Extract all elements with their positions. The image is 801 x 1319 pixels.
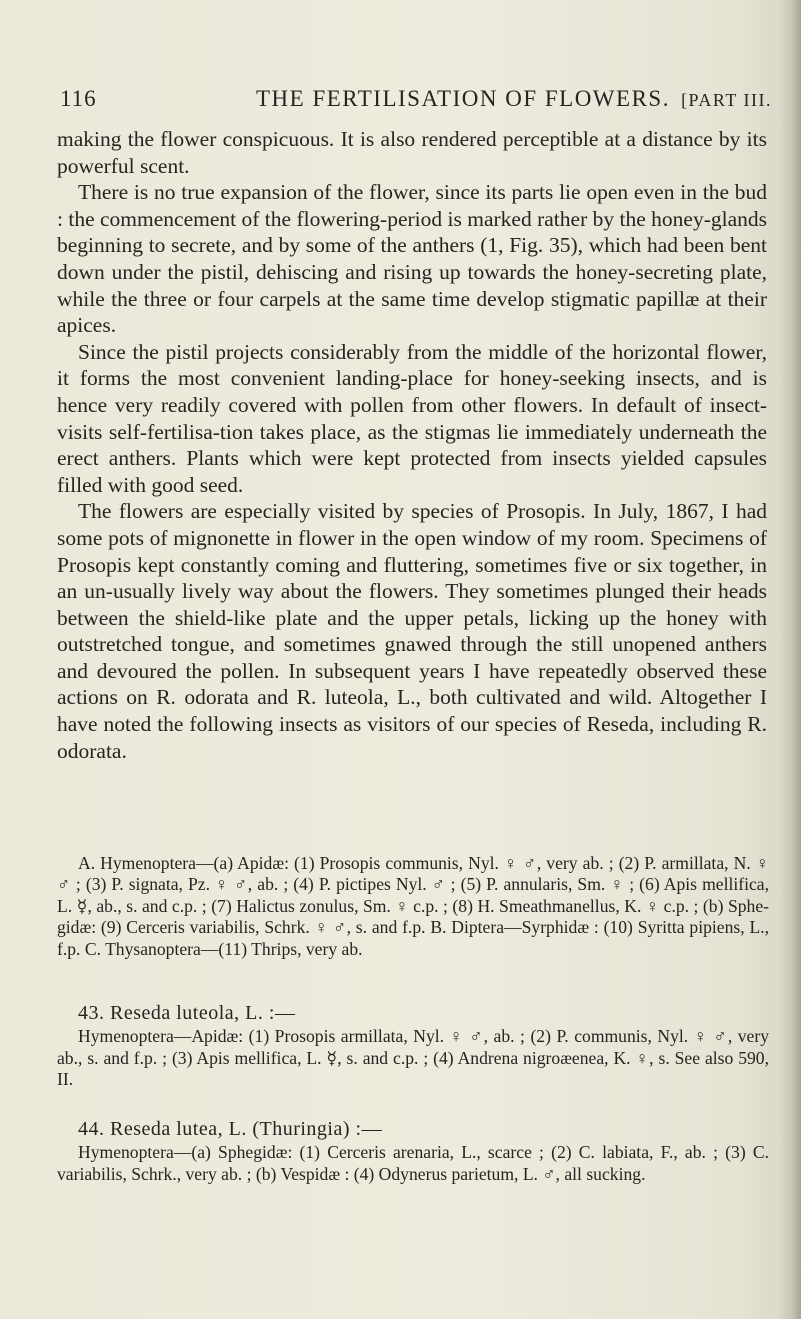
part-label: [PART III. [681,90,772,110]
page-number: 116 [60,86,97,111]
section-44-heading: 44. Reseda lutea, L. (Thuringia) :— [78,1118,383,1140]
main-text [57,126,767,764]
page-edge-shadow [779,0,801,1319]
paragraph-1: making the flower conspicuous. It is also rendered perceptible at a distance by its powerful scent. [57,127,767,178]
paragraph-3: Since the pistil projects considerably from the middle of the horizontal flower, it forms the most convenient landing-place for honey-seeking insects, and is hence very readily covered with pollen from other flowers. In default of insect-visits self-fertilisa-tion takes place, as the stigmas lie immediately underneath the erect anthers. Plants which were kept protected from insects yielded capsules filled with good seed. [57,339,767,497]
section-44-text: Hymenoptera—(a) Sphegidæ: (1) Cerceris arenaria, L., scarce ; (2) C. labiata, F., ab. ; (3) C. variabilis, Schrk., very ab. ; (b) Vespidæ : (4) Odynerus parietum, L. ♂, all sucking. [57,1142,769,1184]
running-header [60,84,772,120]
paragraph-4: The flowers are especially visited by species of Prosopis. In July, 1867, I had some pots of mignonette in flower in the open window of my room. Specimens of Prosopis kept constantly coming and fluttering, sometimes five or six together, in an un-usually lively way about the flowers. They sometimes plunged their heads between the shield-like plate and the upper petals, licking up the honey with outstretched tongue, and sometimes gnawed through the still unopened anthers and devoured the pollen. In subsequent years I have repeatedly observed these actions on R. odorata and R. luteola, L., both cultivated and wild. Altogether I have noted the following insects as visitors of our species of Reseda, including R. odorata. [57,499,767,763]
paragraph-2: There is no true expansion of the flower, since its parts lie open even in the bud : the commencement of the flowering-period is marked rather by the honey-glands beginning to secrete, and by some of the anthers (1, Fig. 35), which had been bent down under the pistil, dehiscing and rising up towards the honey-secreting plate, while the three or four carpels at the same time develop stigmatic papillæ at their apices. [57,180,767,338]
section-43-text: Hymenoptera—Apidæ: (1) Prosopis armillata, Nyl. ♀ ♂, ab. ; (2) P. communis, Nyl. ♀ ♂, very ab., s. and f.p. ; (3) Apis mellifica, L. ☿, s. and c.p. ; (4) Andrena nigroæenea, K. ♀, s. See also 590, II. [57,1026,769,1090]
visitor-list-a: A. Hymenoptera—(a) Apidæ: (1) Prosopis communis, Nyl. ♀ ♂, very ab. ; (2) P. armillata, N. ♀ ♂ ; (3) P. signata, Pz. ♀ ♂, ab. ; (4) P. pictipes Nyl. ♂ ; (5) P. annularis, Sm. ♀ ; (6) Apis mellifica, L. ☿, ab., s. and c.p. ; (7) Halictus zonulus, Sm. ♀ c.p. ; (8) H. Smeathmanellus, K. ♀ c.p. ; (b) Sphe-gidæ: (9) Cerceris variabilis, Schrk. ♀ ♂, s. and f.p. B. Diptera—Syrphidæ : (10) Syritta pipiens, L., f.p. C. Thysanoptera—(11) Thrips, very ab. [57,853,769,959]
section-43-heading: 43. Reseda luteola, L. :— [78,1002,296,1024]
section-44 [57,1119,769,1185]
running-title: THE FERTILISATION OF FLOWERS. [256,86,670,111]
section-43 [57,1003,769,1091]
visitor-list [57,853,769,960]
